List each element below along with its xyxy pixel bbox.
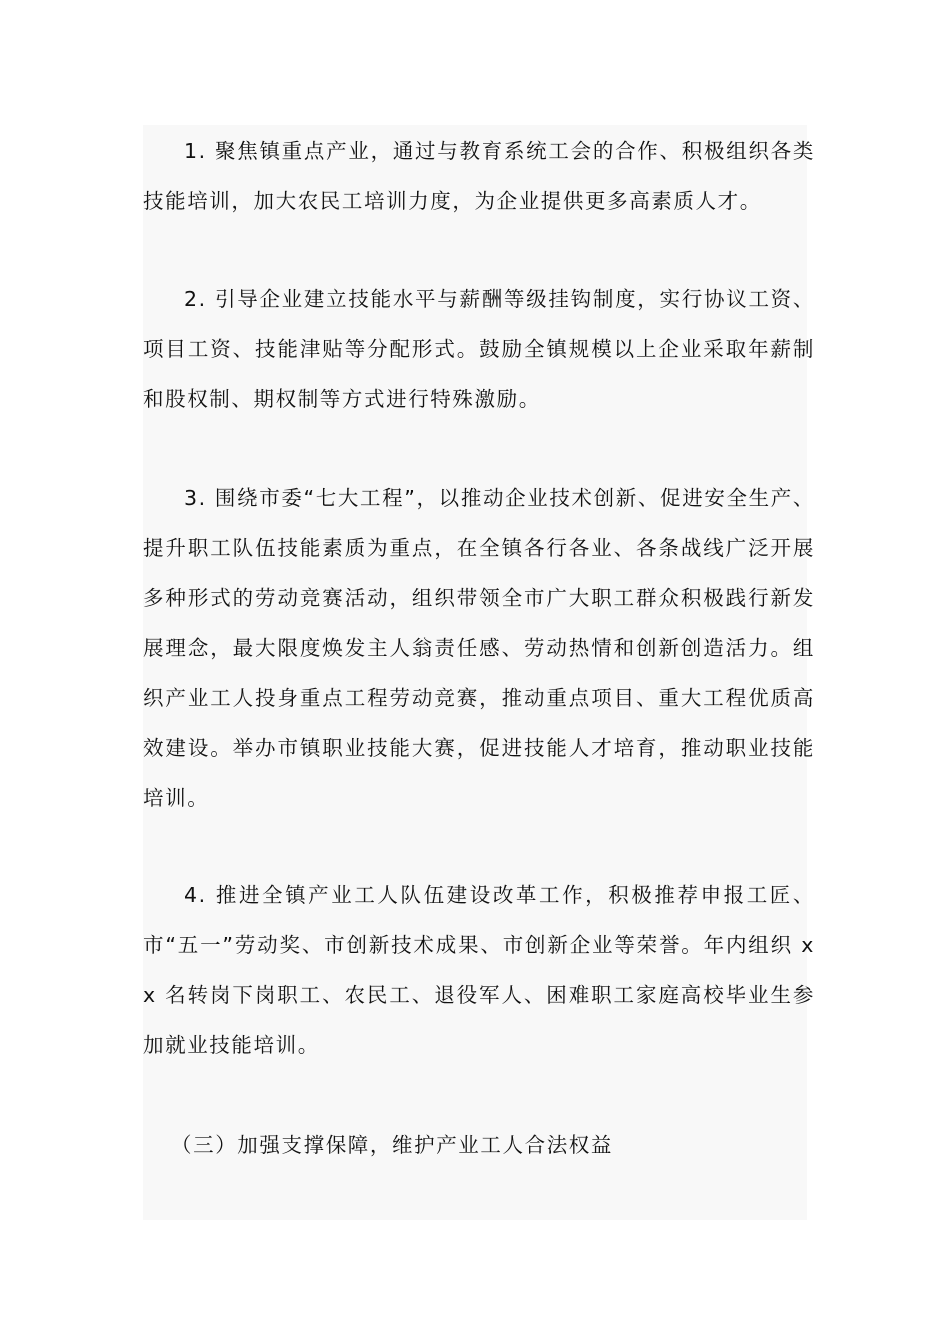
paragraph-3: 3. 围绕市委“七大工程”，以推动企业技术创新、促进安全生产、提升职工队伍技能素质为重点，在全镇各行各业、各条战线广泛开展多种形式的劳动竞赛活动，组织带领全市广大职工群众积极践行新发展理念，最大限度焕发主人翁责任感、劳动热情和创新创造活力。组织产业工人投身重点工程劳动竞赛，推动重点项目、重大工程优质高效建设。举办市镇职业技能大赛，促进技能人才培育，推动职业技能培训。 — [143, 486, 815, 810]
paragraph-1: 1. 聚焦镇重点产业，通过与教育系统工会的合作、积极组织各类技能培训，加大农民工培训力度，为企业提供更多高素质人才。 — [143, 139, 815, 213]
paragraph-4: 4. 推进全镇产业工人队伍建设改革工作，积极推荐申报工匠、市“五一”劳动奖、市创新技术成果、市创新企业等荣誉。年内组织 xx 名转岗下岗职工、农民工、退役军人、困难职工家庭高校毕业生参加就业技能培训。 — [143, 883, 815, 1057]
paragraph-2: 2. 引导企业建立技能水平与薪酬等级挂钩制度，实行协议工资、项目工资、技能津贴等分配形式。鼓励全镇规模以上企业采取年薪制和股权制、期权制等方式进行特殊激励。 — [143, 287, 815, 411]
section-heading: （三）加强支撑保障，维护产业工人合法权益 — [171, 1133, 613, 1157]
